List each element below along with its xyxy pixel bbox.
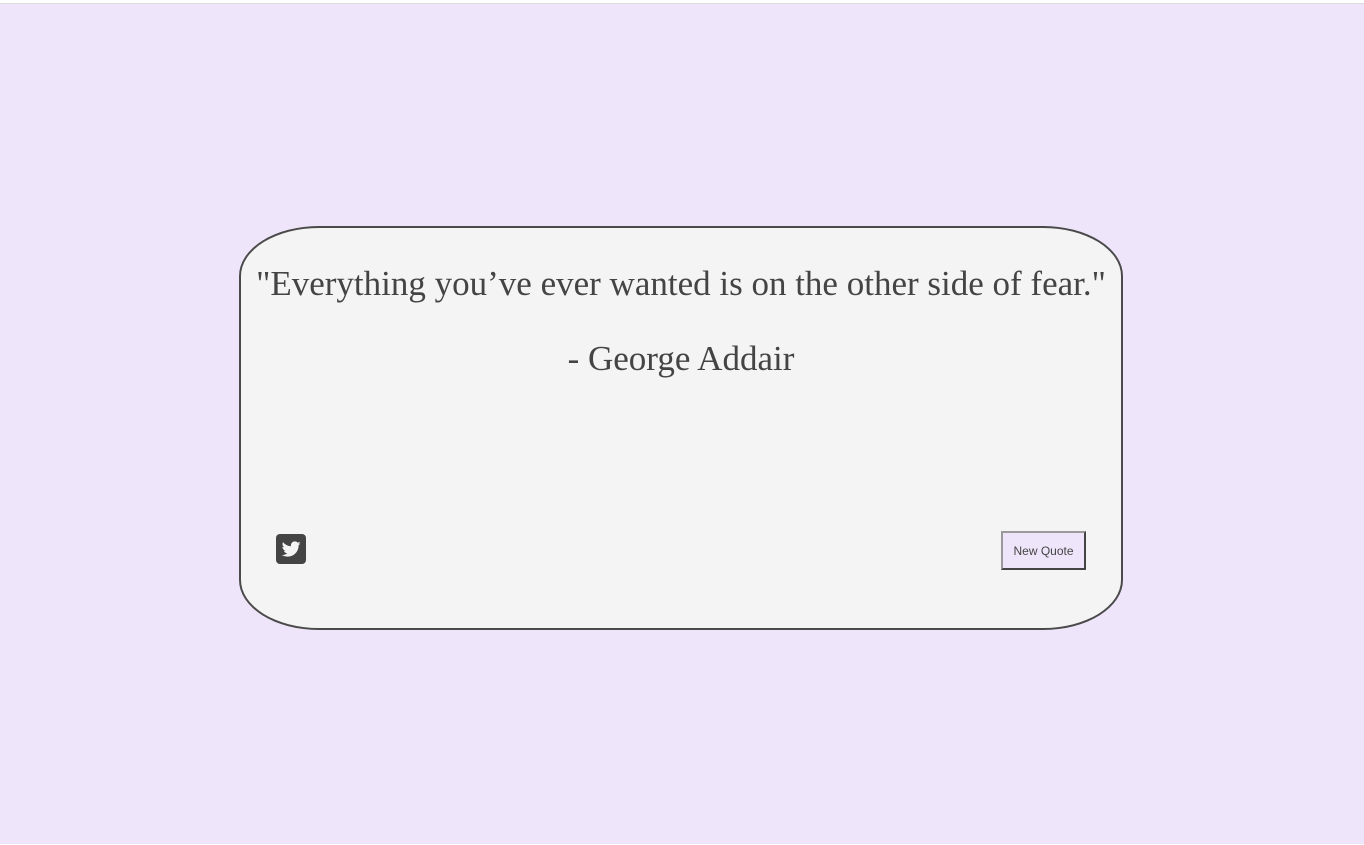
new-quote-button[interactable]: New Quote bbox=[1001, 531, 1086, 570]
quote-text: "Everything you’ve ever wanted is on the other side of fear." bbox=[256, 264, 1106, 303]
twitter-icon bbox=[276, 534, 306, 564]
tweet-quote-button[interactable] bbox=[276, 534, 306, 564]
page-background bbox=[0, 3, 1364, 844]
quote-author: - George Addair bbox=[567, 339, 795, 378]
quote-box bbox=[239, 226, 1123, 630]
